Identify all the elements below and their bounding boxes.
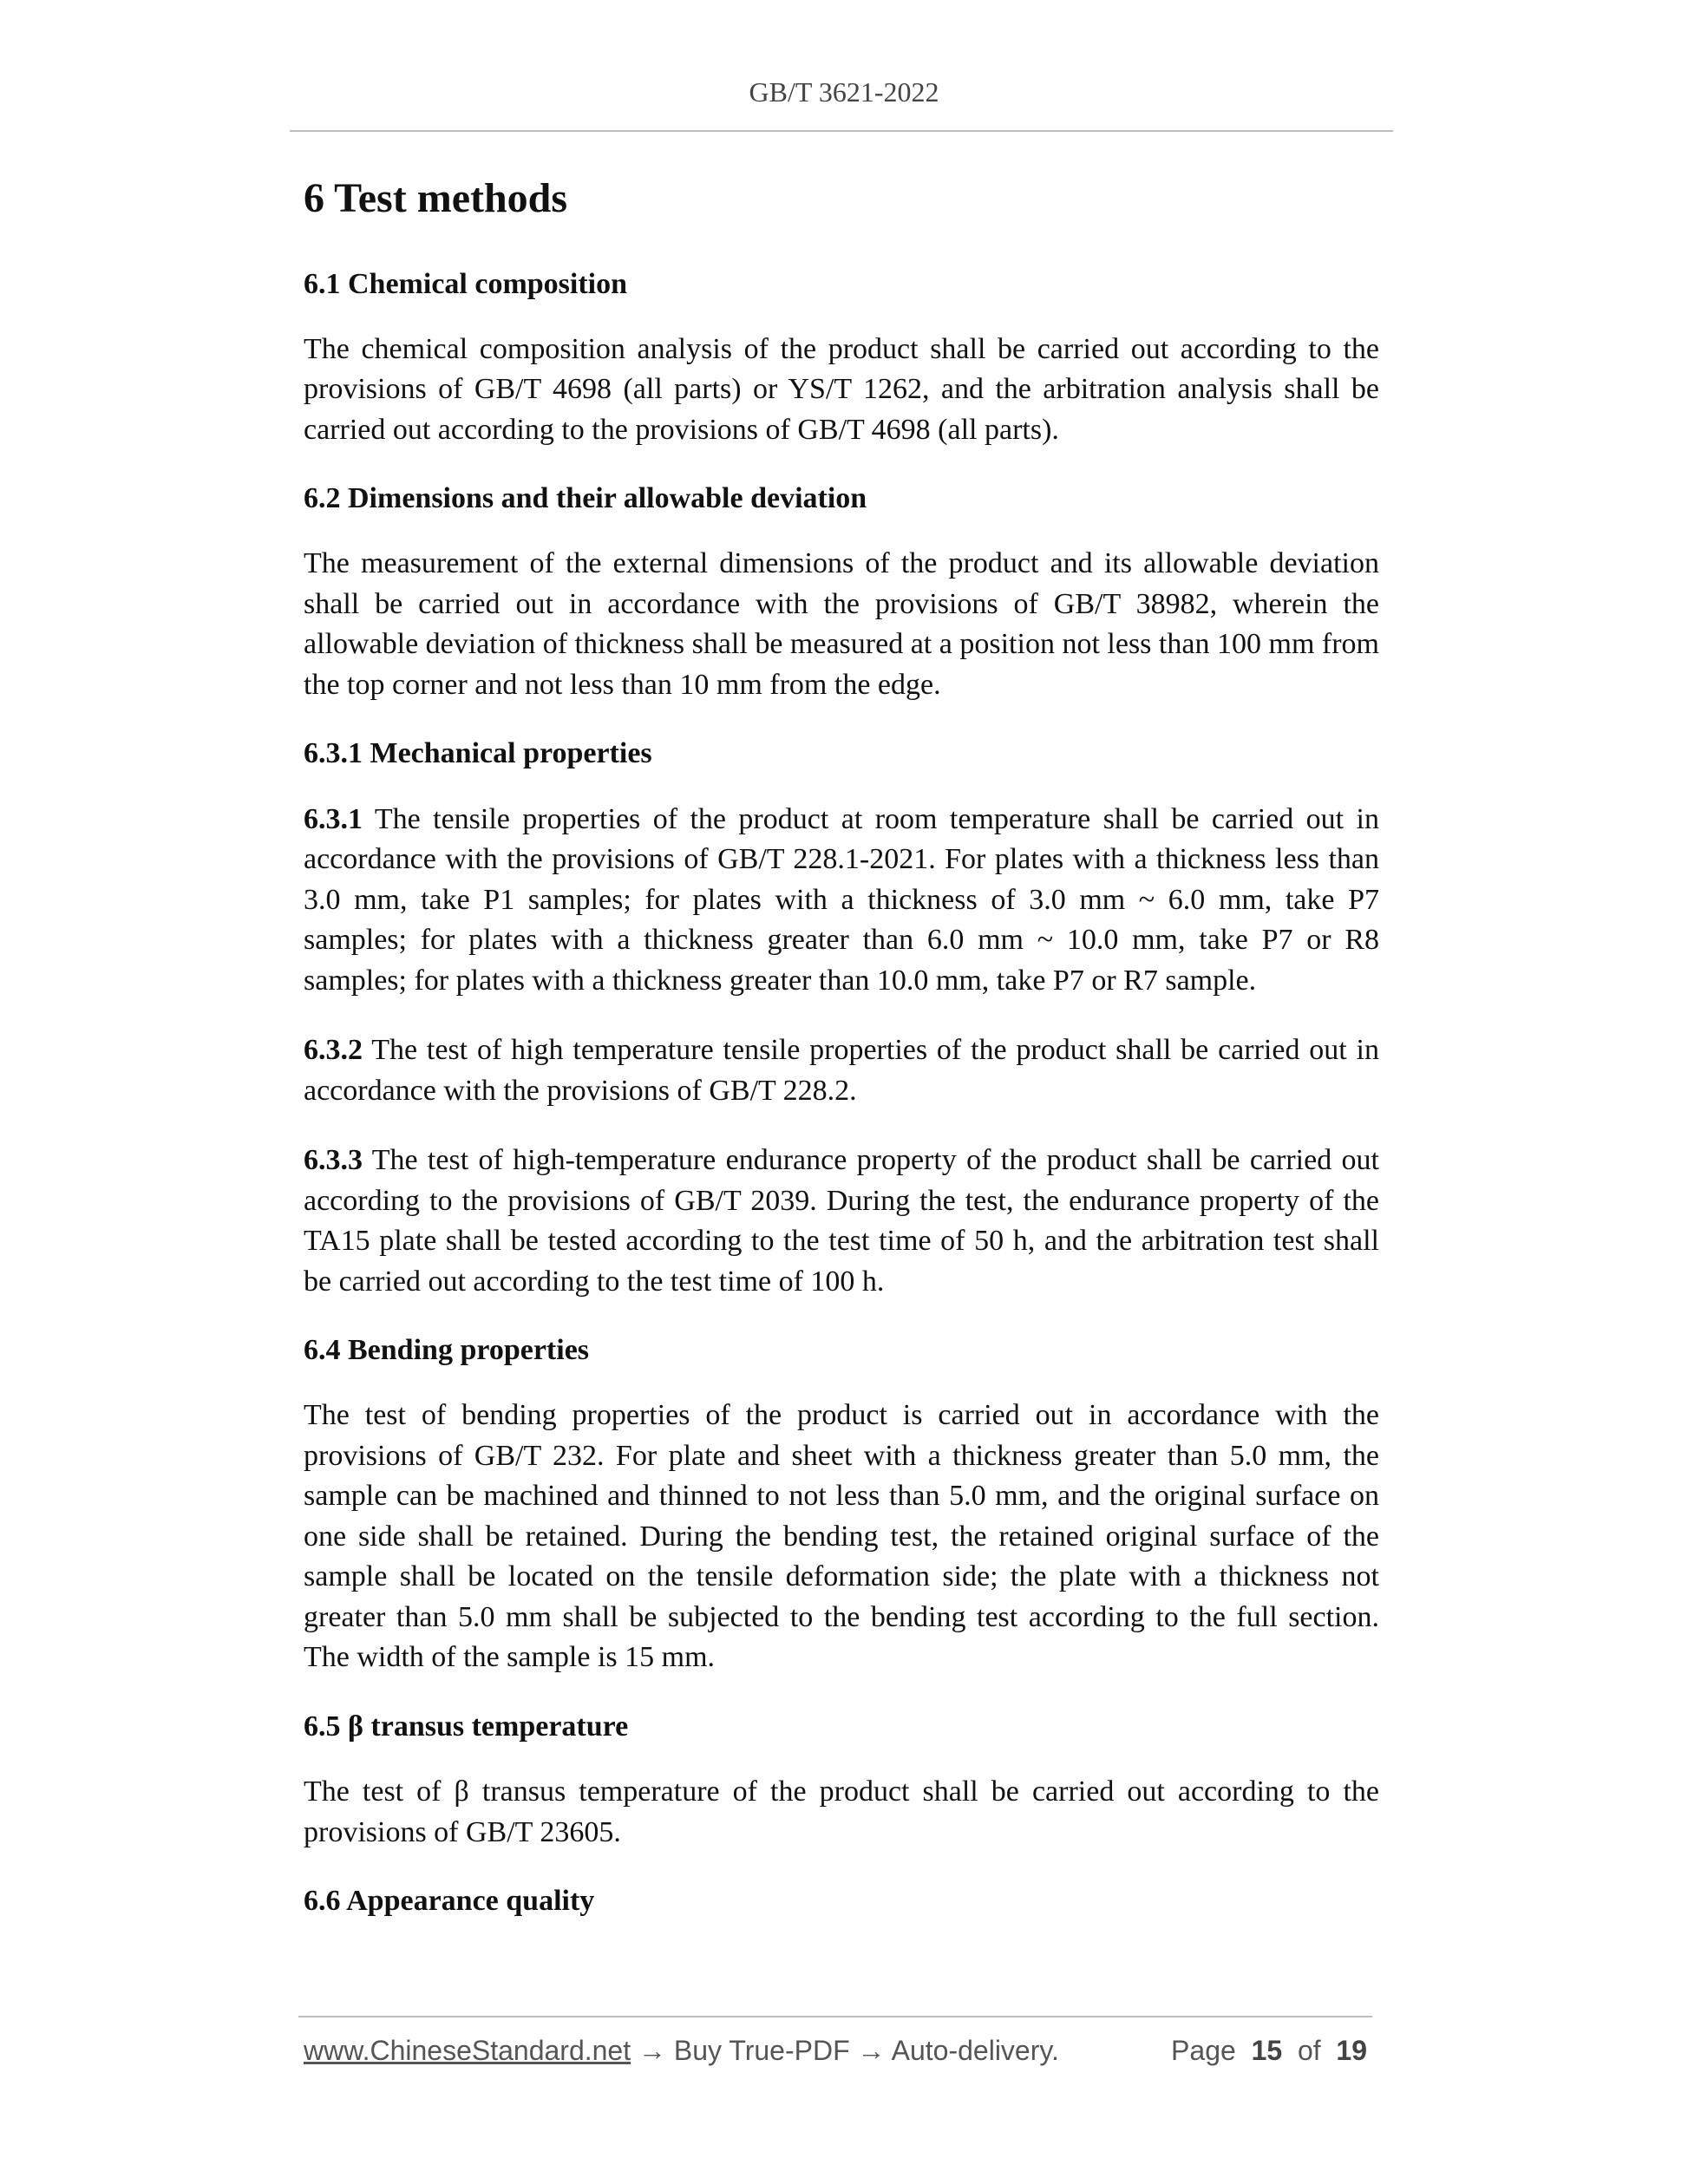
of-label: of <box>1297 2035 1321 2066</box>
section-title: 6 Test methods <box>304 175 568 221</box>
header-divider <box>290 130 1393 132</box>
page-footer <box>304 2035 1367 2073</box>
footer-divider <box>298 2016 1372 2017</box>
page-label: Page <box>1171 2035 1236 2066</box>
page-number: 15 <box>1251 2035 1283 2066</box>
clause-text: The test of high-temperature endurance property of the product shall be carried out according to the provisions of GB/T 2039. During the test, the endurance property of the TA15 plate shall be tested according to the test time of 50 h, and the arbitration test shall be carried out according to the test time of 100 h. <box>304 1144 1380 1298</box>
subsection-heading: 6.3.1 Mechanical properties <box>304 737 652 770</box>
clause-text: The test of high temperature tensile properties of the product shall be carried out in accordance with the provisions of GB/T 228.2. <box>304 1034 1379 1107</box>
numbered-paragraph <box>304 800 1379 1002</box>
running-header: GB/T 3621-2022 <box>749 76 939 108</box>
document-body <box>304 173 1379 1946</box>
numbered-paragraph <box>304 1030 1379 1111</box>
paragraph: The chemical composition analysis of the product shall be carried out according to the provisions of GB/T 4698 (all parts) or YS/T 1262, and the arbitration analysis shall be carried out according to the provisions of GB/T 4698 (all parts). <box>304 332 1379 446</box>
subsection-heading: 6.6 Appearance quality <box>304 1885 595 1918</box>
clause-number: 6.3.1 <box>304 802 363 835</box>
clause-text: The tensile properties of the product at room temperature shall be carried out in accordance with the provisions of GB/T 228.1-2021. For plates with a thickness less than 3.0 mm, take P1 samples; for plates with a thickness of 3.0 mm ~ 6.0 mm, take P7 samples; for plates with a thickness greater than 6.0 mm ~ 10.0 mm, take P7 or R8 samples; for plates with a thickness greater than 10.0 mm, take P7 or R7 sample. <box>304 802 1379 997</box>
numbered-paragraph <box>304 1141 1379 1302</box>
subsection-heading: 6.4 Bending properties <box>304 1334 590 1367</box>
subsection-heading: 6.2 Dimensions and their allowable deviation <box>304 482 867 515</box>
paragraph: The test of bending properties of the product is carried out in accordance with the provisions of GB/T 232. For plate and sheet with a thickness greater than 5.0 mm, the sample can be machined and thinned to not less than 5.0 mm, and the original surface on one side shall be retained. During the bending test, the retained original surface of the sample shall be located on the tensile deformation side; the plate with a thickness not greater than 5.0 mm shall be subjected to the bending test according to the full section. The width of the sample is 15 mm. <box>304 1399 1379 1674</box>
subsection-heading: 6.5 β transus temperature <box>304 1710 629 1743</box>
paragraph: The measurement of the external dimensions of the product and its allowable deviation shall be carried out in accordance with the provisions of GB/T 38982, wherein the allowable deviation of thickness shall be measured at a position not less than 100 mm from the top corner and not less than 10 mm from the edge. <box>304 547 1379 701</box>
clause-number: 6.3.3 <box>304 1144 363 1177</box>
page-indicator <box>1171 2035 1367 2067</box>
page-total: 19 <box>1336 2035 1367 2066</box>
subsection-heading: 6.1 Chemical composition <box>304 267 628 300</box>
clause-number: 6.3.2 <box>304 1034 363 1067</box>
paragraph: The test of β transus temperature of the product shall be carried out according to the provisions of GB/T 23605. <box>304 1775 1379 1848</box>
website-link[interactable]: www.ChineseStandard.net <box>304 2035 631 2066</box>
footer-promo-text: → Buy True-PDF → Auto-delivery. <box>631 2035 1059 2066</box>
